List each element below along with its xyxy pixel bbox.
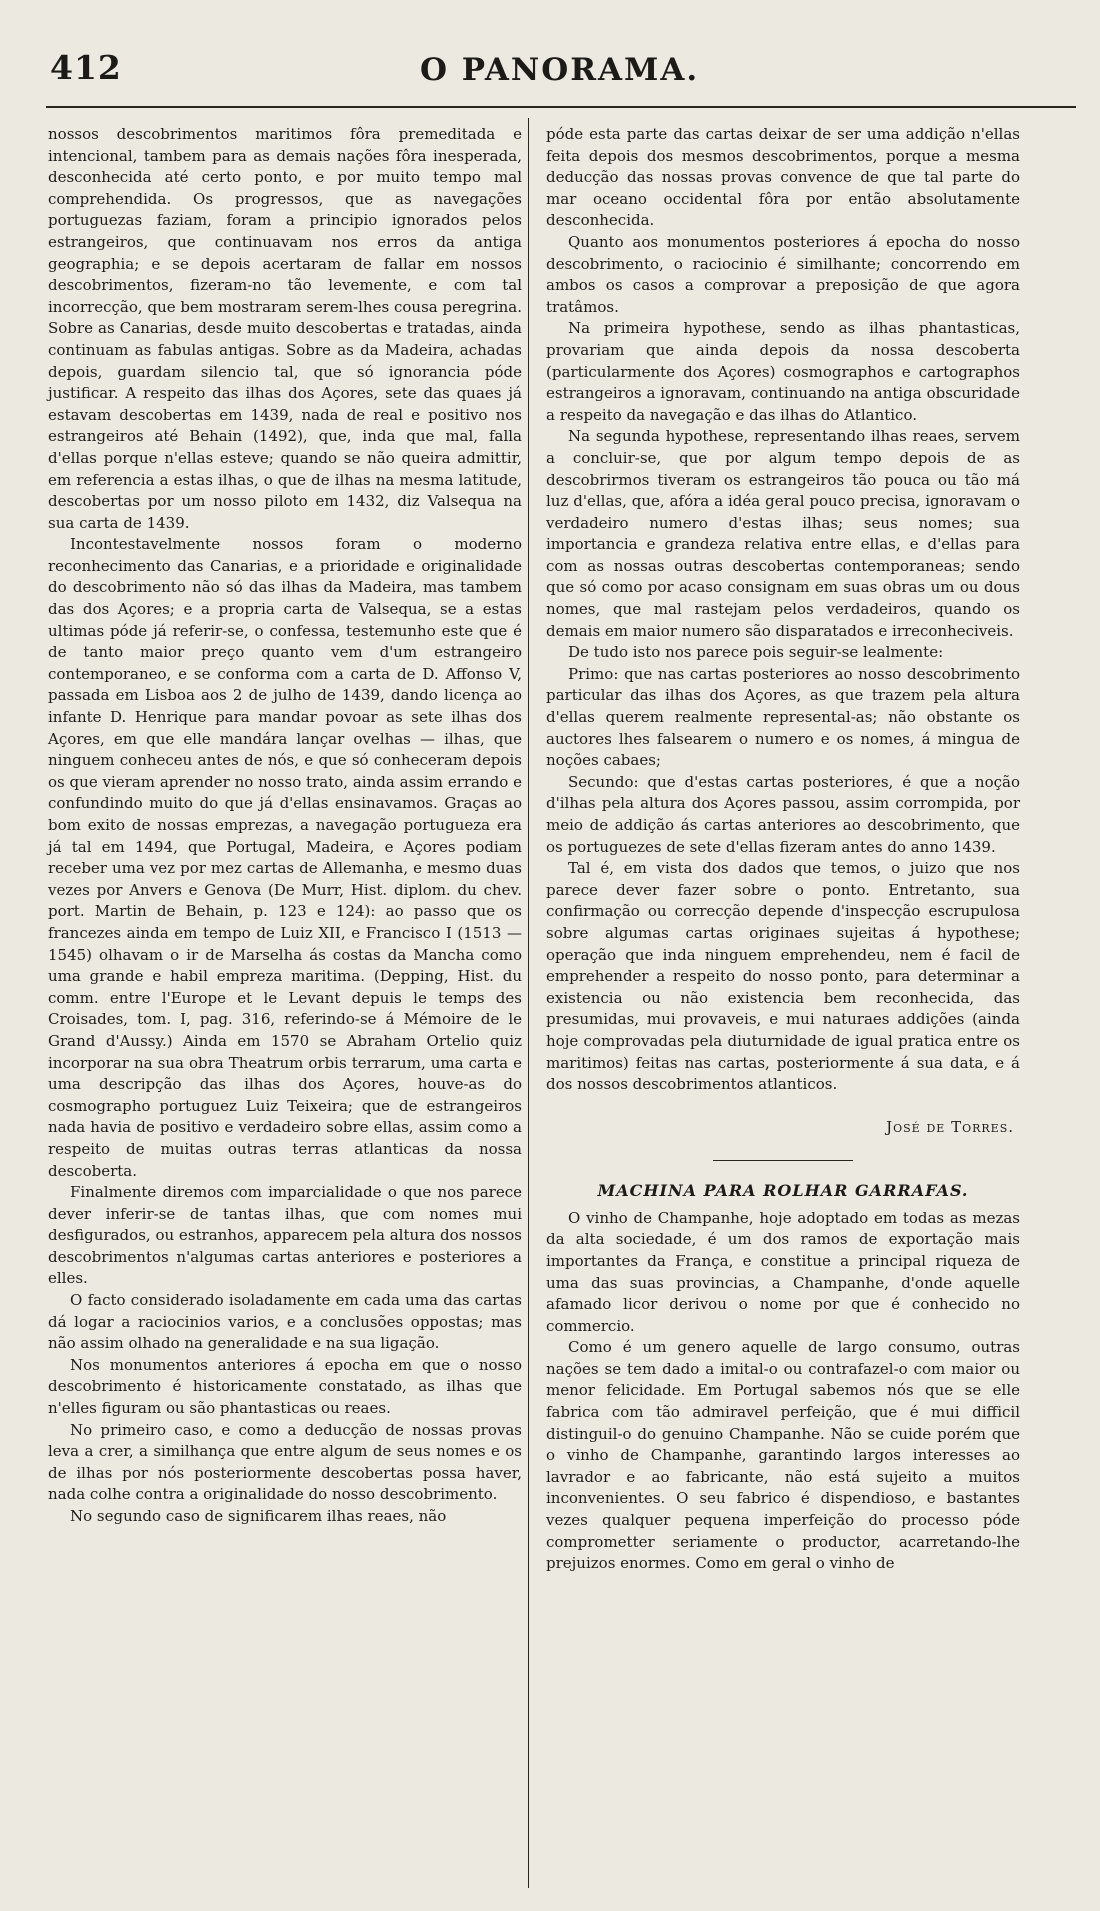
paragraph: nossos descobrimentos maritimos fôra premeditada e intencional, tambem para as demais nações fôra inesperada, desconhecida até certo ponto, e por muito tempo mal comprehendida. Os progressos, que as navegações portuguezas faziam, foram a principio ignorados pelos estrangeiros, que continuavam nos erros da antiga geographia; e se depois acertaram de fallar em nossos descobrimentos, fizeram-no tão levemente, e com tal incorrecção, que bem mostraram serem-lhes cousa peregrina. Sobre as Canarias, desde muito descobertas e tratadas, ainda continuam as fabulas antigas. Sobre as da Madeira, achadas depois, guardam silencio tal, que só ignorancia póde justificar. A respeito das ilhas dos Açores, sete das quaes já estavam descobertas em 1439, nada de real e positivo nos estrangeiros até Behain (1492), que, inda que mal, falla d'ellas porque n'ellas esteve; quando se não queira admittir, em referencia a estas ilhas, o que de ilhas na mesma latitude, descobertas por um nosso piloto em 1432, diz Valsequa na sua carta de 1439. [48,125,522,532]
paragraph: Finalmente diremos com imparcialidade o que nos parece dever inferir-se de tantas ilhas, que com nomes mui desfigurados, ou estranhos, apparecem pela altura dos nossos descobrimentos n'algumas cartas anteriores e posteriores a elles. [48,1183,522,1288]
paragraph: No segundo caso de significarem ilhas reaes, não [70,1507,447,1525]
paragraph: O facto considerado isoladamente em cada uma das cartas dá logar a raciocinios varios, e a conclusões oppostas; mas não assim olhado na generalidade e na sua ligação. [48,1291,522,1353]
paragraph: Incontestavelmente nossos foram o moderno reconhecimento das Canarias, e a prioridade e originalidade do descobrimento não só das ilhas da Madeira, mas tambem das dos Açores; e a propria carta de Valsequa, se a estas ultimas póde já referir-se, o confessa, testemunho este que é de tanto maior preço quanto vem d'um estrangeiro contemporaneo, e se conforma com a carta de D. Affonso V, passada em Lisboa aos 2 de julho de 1439, dando licença ao infante D. Henrique para mandar povoar as sete ilhas dos Açores, em que elle mandára lançar ovelhas — ilhas, que ninguem conheceu antes de nós, e que só conheceram depois os que vieram aprender no nosso trato, ainda assim errando e confundindo muito do que já d'ellas ensinavamos. Graças ao bom exito de nossas emprezas, a navegação portugueza era já tal em 1494, que Portugal, Madeira, e Açores podiam receber uma vez por mez cartas de Allemanha, e mesmo duas vezes por Anvers e Genova (De Murr, Hist. diplom. du chev. port. Martin de Behain, p. 123 e 124): ao passo que os francezes ainda em tempo de Luiz XII, e Francisco I (1513 — 1545) olhavam o ir de Marselha ás costas da Mancha como uma grande e habil empreza maritima. (Depping, Hist. du comm. entre l'Europe et le Levant depuis le temps des Croisades, tom. I, pag. 316, referindo-se á Mémoire de le Grand d'Aussy.) Ainda em 1570 se Abraham Ortelio quiz incorporar na sua obra Theatrum orbis terrarum, uma carta e uma descripção das ilhas dos Açores, houve-as do cosmographo portuguez Luiz Teixeira; que de estrangeiros nada havia de positivo e verdadeiro sobre ellas, assim como a respeito de muitas outras terras atlanticas da nossa descoberta. [48,535,522,1180]
paragraph: Secundo: que d'estas cartas posteriores, é que a noção d'ilhas pela altura dos Açores passou, assim corrompida, por meio de addição ás cartas anteriores ao descobrimento, que os portuguezes de sete d'ellas fizeram antes do anno 1439. [546,772,1020,856]
page-number: 412 [50,48,122,87]
author-signature: José de Torres. [886,1117,1014,1136]
paragraph: O vinho de Champanhe, hoje adoptado em todas as mezas da alta sociedade, é um dos ramos de exportação mais importantes da França, e constitue a principal riqueza de uma das suas provincias, a Champanhe, d'onde aquelle afamado licor derivou o nome por que é conhecido no commercio. [546,1208,1020,1335]
paragraph: Na primeira hypothese, sendo as ilhas phantasticas, provariam que ainda depois da nossa descoberta (particularmente dos Açores) cosmographos e cartographos estrangeiros a ignoravam, continuando na antiga obscuridade a respeito da navegação e das ilhas do Atlantico. [546,319,1020,424]
left-column [48,124,522,1528]
header-rule [46,106,1076,108]
paragraph: Nos monumentos anteriores á epocha em que o nosso descobrimento é historicamente constatado, as ilhas que n'elles figuram ou são phantasticas ou reaes. [48,1355,522,1418]
paragraph: Primo: que nas cartas posteriores ao nosso descobrimento particular das ilhas dos Açores, as que trazem pela altura d'ellas querem realmente represental-as; não obstante os auctores lhes falsearem o numero e os nomes, á mingua de noções cabaes; [546,664,1020,770]
paragraph: Tal é, em vista dos dados que temos, o juizo que nos parece dever fazer sobre o ponto. Entretanto, sua confirmação ou correcção depende d'inspecção escrupulosa sobre algumas cartas originaes sujeitas á hypothese; operação que inda ninguem emprehendeu, nem é facil de emprehender a respeito do nosso ponto, para determinar a existencia ou não existencia bem reconhecida, das presumidas, mui provaveis, e mui naturaes addições (ainda hoje comprovadas pela diuturnidade de igual pratica entre os maritimos) feitas nas cartas, posteriormente á sua data, e á dos nossos descobrimentos atlanticos. [546,859,1020,1094]
paragraph: póde esta parte das cartas deixar de ser uma addição n'ellas feita depois dos mesmos descobrimentos, porque a mesma deducção das nossas provas convence de que tal parte do mar oceano occidental fôra por então absolutamente desconhecida. [546,125,1020,230]
paragraph: De tudo isto nos parece pois seguir-se lealmente: [568,643,944,662]
column-divider [528,118,529,1888]
paragraph: No primeiro caso, e como a deducção de nossas provas leva a crer, a similhança que entre algum de seus nomes e os de ilhas por nós posteriormente descobertas possa haver, nada colhe contra a originalidade do nosso descobrimento. [48,1420,522,1504]
article-separator [713,1160,853,1161]
article-title: MACHINA PARA ROLHAR GARRAFAS. [597,1180,969,1200]
paragraph: Quanto aos monumentos posteriores á epocha do nosso descobrimento, o raciocinio é similhante; concorrendo em ambos os casos a comprovar a preposição de que agora tratâmos. [546,232,1020,316]
page-title: O PANORAMA. [420,52,700,88]
right-column [546,124,1020,1575]
paragraph: Como é um genero aquelle de largo consumo, outras nações se tem dado a imital-o ou contrafazel-o com maior ou menor felicidade. Em Portugal sabemos nós que se elle fabrica com tão admiravel perfeição, que é mui difficil distinguil-o do genuino Champanhe. Não se cuide porém que o vinho de Champanhe, garantindo largos interesses ao lavrador e ao fabricante, não está sujeito a muitos inconvenientes. O seu fabrico é dispendioso, e bastantes vezes qualquer pequena imperfeição do processo póde comprometter seriamente o productor, acarretando-lhe prejuizos enormes. Como em geral o vinho de [546,1338,1020,1573]
paragraph: Na segunda hypothese, representando ilhas reaes, servem a concluir-se, que por algum tempo depois de as descobrirmos tiveram os estrangeiros tão pouca ou tão má luz d'ellas, que, afóra a idéa geral pouco precisa, ignoravam o verdadeiro numero d'estas ilhas; seus nomes; sua importancia e grandeza relativa entre ellas, e d'ellas para com as nossas outras descobertas contemporaneas; sendo que só como por acaso consignam em suas obras um ou dous nomes, que mal rastejam pelos verdadeiros, quando os demais em maior numero são disparatados e irreconheciveis. [546,427,1020,640]
